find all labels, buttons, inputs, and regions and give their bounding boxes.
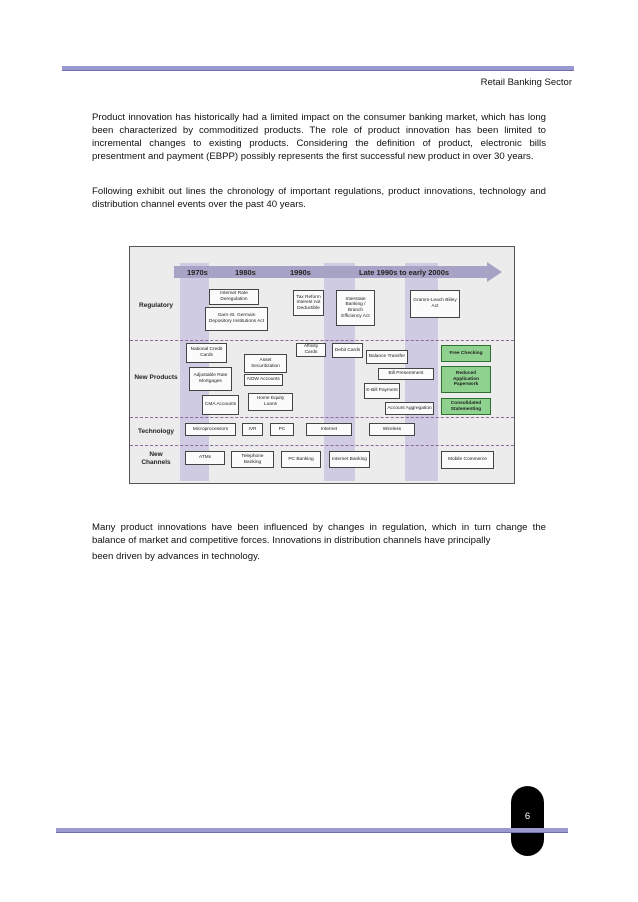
event-free-checking: Free Checking (441, 345, 491, 362)
chronology-exhibit (129, 246, 515, 484)
era-label: 1980s (235, 268, 256, 277)
event-bill-presentment: Bill Presentment (378, 368, 434, 380)
timeline-arrow-head (487, 262, 502, 282)
era-label: 1990s (290, 268, 311, 277)
tech-pc: PC (270, 423, 294, 436)
event-home-equity-loans: Home Equity Loans (248, 393, 293, 411)
event-internet-rate-deregulation: Internet Rate Deregulation (209, 289, 259, 305)
event-e-bill-payment: E-Bill Payment (364, 383, 400, 399)
event-account-aggregation: Account Aggregation (385, 402, 434, 415)
channel-telephone-banking: Telephone Banking (231, 451, 274, 468)
tech-microprocessors: Microprocessors (185, 423, 236, 436)
row-separator (130, 340, 514, 341)
channel-internet-banking: Internet Banking (329, 451, 370, 468)
era-label: 1970s (187, 268, 208, 277)
row-separator (130, 417, 514, 418)
tech-wireless: Wireless (369, 423, 415, 436)
paragraph-conclusion (92, 521, 546, 563)
row-label-new-channels: New Channels (141, 451, 171, 466)
era-label: Late 1990s to early 2000s (359, 268, 450, 277)
tech-internet: Internet (306, 423, 352, 436)
running-title: Retail Banking Sector (480, 77, 572, 88)
event-gramm-leach-bliley: Gramm-Leach Bliley Act (410, 290, 460, 318)
event-balance-transfer: Balance Transfer (366, 350, 408, 364)
event-consolidated-statementing: Consolidated Statementing (441, 398, 491, 415)
event-reduced-application-paperwork: Reduced Application Paperwork (441, 366, 491, 393)
row-separator (130, 445, 514, 446)
event-tax-reform: Tax Reform Interest not Deductible (293, 290, 324, 316)
event-debit-cards: Debit Cards (332, 343, 363, 358)
event-asset-securitization: Asset Securitization (244, 354, 287, 373)
channel-atms: ATMs (185, 451, 225, 465)
paragraph-intro: Product innovation has historically had a limited impact on the consumer banking market, which has long been characterized by commoditized products. The role of product innovation has been limited to incremental changes to existing products. Considering the definition of product, electronic bills presentment and payment (EBPP) possibly represents the first successful new product in over 30 years. (92, 112, 546, 162)
event-affinity-cards: Affinity Cards (296, 343, 326, 357)
footer-rule (56, 828, 568, 833)
paragraph-conclusion-line2: been driven by advances in technology. (92, 551, 260, 562)
header-rule (62, 66, 574, 71)
event-now-accounts: NOW Accounts (244, 374, 283, 386)
row-label-regulatory: Regulatory (139, 302, 173, 309)
event-cma-accounts: CMA Accounts (202, 395, 239, 415)
page-number: 6 (524, 811, 531, 822)
event-adjustable-rate-mortgages: Adjustable Rate Mortgages (189, 367, 232, 391)
channel-pc-banking: PC Banking (281, 451, 321, 468)
paragraph-exhibit-intro: Following exhibit out lines the chronology of important regulations, product innovations, technology and distribution channel events over the past 40 years. (92, 186, 546, 210)
row-label-new-products: New Products (134, 374, 178, 381)
paragraph-conclusion-line1: Many product innovations have been influenced by changes in regulation, which in turn change the balance of market and competitive forces. Innovations in distribution channels have principally (92, 522, 546, 546)
channel-mobile-commerce: Mobile Commerce (441, 451, 494, 469)
tech-ivr: IVR (242, 423, 263, 436)
event-interstate-banking: Interstate Banking / Branch Efficiency Act (336, 290, 375, 326)
event-garn-st-germain-act: Garn-St. Germain Depository Institutions Act (205, 307, 268, 331)
row-label-technology: Technology (138, 428, 174, 435)
event-national-credit-cards: National Credit Cards (186, 343, 227, 363)
